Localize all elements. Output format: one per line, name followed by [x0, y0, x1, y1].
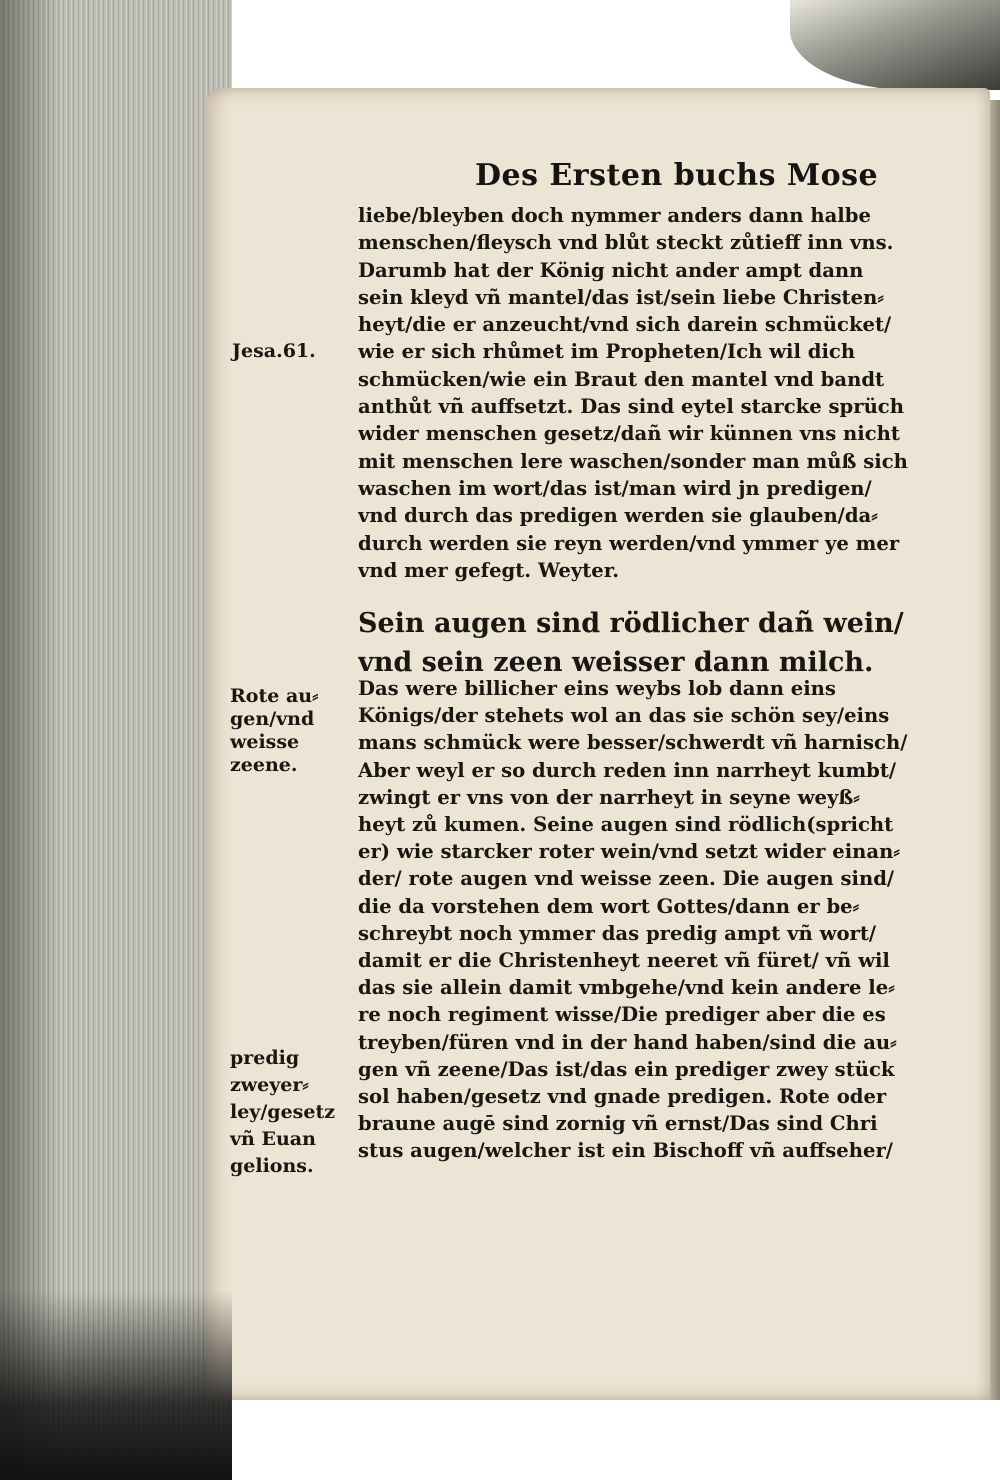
text-line: schreybt noch ymmer das predig ampt vñ wort/ [358, 921, 877, 945]
text-line: anthůt vñ auffsetzt. Das sind eytel starcke sprüch [358, 395, 904, 419]
margin-note-predig [230, 1045, 352, 1180]
text-line: das sie allein damit vmbgehe/vnd kein andere le⸗ [358, 976, 895, 1000]
text-line: sein kleyd vñ mantel/das ist/sein liebe Christen⸗ [358, 285, 884, 309]
margin-note-line: Jesa.61. [232, 340, 316, 362]
text-line: Königs/der stehets wol an das sie schön sey/eins [358, 704, 890, 728]
margin-note-line: predig [230, 1047, 300, 1069]
text-line: durch werden sie reyn werden/vnd ymmer ye mer [358, 531, 900, 555]
text-line: vnd durch das predigen werden sie glauben/da⸗ [358, 504, 878, 528]
text-line: schmücken/wie ein Braut den mantel vnd bandt [358, 367, 885, 391]
text-line: sol haben/gesetz vnd gnade predigen. Rote oder [358, 1085, 887, 1109]
text-line: heyt zů kumen. Seine augen sind rödlich(spricht [358, 813, 894, 837]
text-line: die da vorstehen dem wort Gottes/dann er be⸗ [358, 894, 860, 918]
margin-note-line: zweyer⸗ [230, 1074, 309, 1096]
margin-note-reference [232, 340, 354, 363]
text-line: wie er sich rhůmet im Propheten/Ich wil dich [358, 340, 856, 364]
text-line: waschen im wort/das ist/man wird jn predigen/ [358, 476, 872, 500]
margin-note-line: zeene. [230, 754, 298, 776]
text-line: liebe/bleyben doch nymmer anders dann halbe [358, 204, 871, 227]
text-line: stus augen/welcher ist ein Bischoff vñ auffseher/ [358, 1139, 893, 1163]
text-line: braune augē sind zornig vñ ernst/Das sind Chri [358, 1112, 878, 1136]
text-line: treyben/füren vnd in der hand haben/sind die au⸗ [358, 1030, 897, 1054]
text-line: zwingt er vns von der narrheyt in seyne weyß⸗ [358, 785, 860, 809]
margin-note-line: ley/gesetz [230, 1101, 336, 1123]
book-bottom-shadow [0, 1290, 232, 1480]
margin-note-line: gelions. [230, 1155, 314, 1177]
text-line: re noch regiment wisse/Die prediger aber die es [358, 1003, 886, 1027]
margin-note-line: vñ Euan [230, 1128, 316, 1150]
running-head: Des Ersten buchs Mose [475, 158, 879, 193]
text-line: mans schmück were besser/schwerdt vñ harnisch/ [358, 731, 908, 755]
text-line: Darumb hat der König nicht ander ampt dann [358, 258, 864, 282]
page-edge-shadow [0, 0, 60, 1480]
text-line: mit menschen lere waschen/sonder man můß sich [358, 449, 908, 473]
text-line: wider menschen gesetz/dañ wir künnen vns nicht [358, 422, 900, 446]
margin-note-line: weisse [230, 731, 300, 753]
text-line: er) wie starcker roter wein/vnd setzt wider einan⸗ [358, 840, 900, 864]
text-line: vnd mer gefegt. Weyter. [358, 558, 620, 582]
text-line: heyt/die er anzeucht/vnd sich darein schmücket/ [358, 313, 892, 337]
heading-line: Sein augen sind rödlicher dañ wein/ [358, 608, 904, 639]
text-line: menschen/fleysch vnd blůt steckt zůtieff inn vns. [358, 231, 894, 255]
margin-note-rote-augen [230, 685, 352, 777]
text-line: damit er die Christenheyt neeret vñ füret/ vñ wil [358, 949, 890, 973]
margin-note-line: gen/vnd [230, 708, 315, 730]
body-text-top [358, 202, 936, 584]
book-spine [790, 0, 1000, 90]
section-heading [358, 604, 936, 682]
body-text-bottom [358, 675, 936, 1165]
heading-line: vnd sein zeen weisser dann milch. [358, 647, 874, 678]
text-line: Aber weyl er so durch reden inn narrheyt kumbt/ [358, 758, 897, 782]
text-line: gen vñ zeene/Das ist/das ein prediger zwey stück [358, 1057, 895, 1081]
text-line: Das were billicher eins weybs lob dann eins [358, 677, 836, 700]
text-line: der/ rote augen vnd weisse zeen. Die augen sind/ [358, 867, 895, 891]
margin-note-line: Rote au⸗ [230, 685, 319, 707]
